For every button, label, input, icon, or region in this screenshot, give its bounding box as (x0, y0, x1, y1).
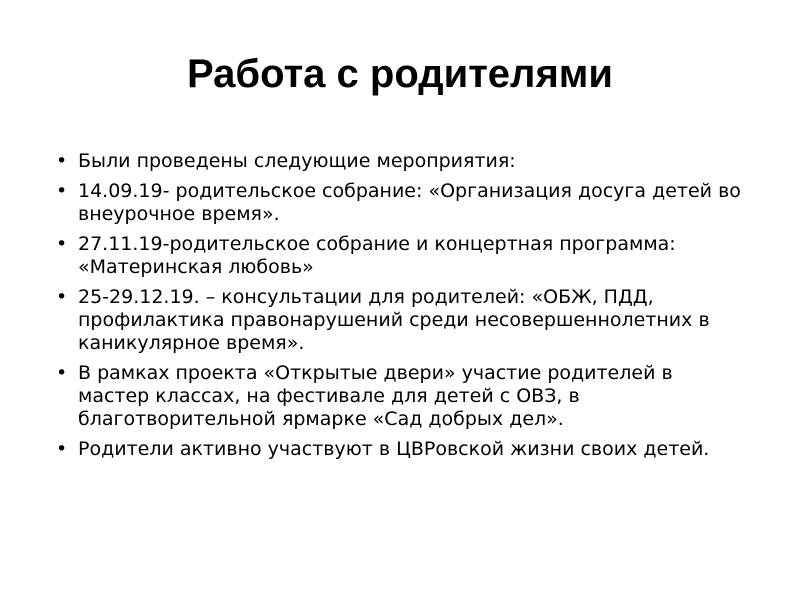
bullet-icon: • (56, 233, 68, 255)
bullet-icon: • (56, 438, 68, 460)
bullet-icon: • (56, 180, 68, 202)
bullet-text: 25-29.12.19. – консультации для родителей: «ОБЖ, ПДД, профилактика правонарушений среди несовершеннолетних в каникулярное время». (78, 286, 710, 354)
list-item (56, 150, 746, 173)
bullet-icon: • (56, 362, 68, 384)
bullet-text: 14.09.19- родительское собрание: «Организация досуга детей во внеурочное время». (78, 180, 741, 225)
bullet-text: В рамках проекта «Открытые двери» участие родителей в мастер классах, на фестивале для детей с ОВЗ, в благотворительной ярмарке «Сад добрых дел». (78, 362, 673, 430)
list-item (56, 180, 746, 226)
bullet-text: 27.11.19-родительское собрание и концертная программа: «Материнская любовь» (78, 233, 676, 278)
bullet-list (56, 150, 746, 468)
bullet-text: Родители активно участвуют в ЦВРовской жизни своих детей. (78, 438, 710, 460)
bullet-icon: • (56, 286, 68, 308)
list-item (56, 286, 746, 355)
list-item (56, 233, 746, 279)
bullet-text: Были проведены следующие мероприятия: (78, 150, 516, 172)
slide-title: Работа с родителями (187, 52, 613, 96)
list-item (56, 362, 746, 431)
list-item (56, 438, 746, 461)
bullet-icon: • (56, 150, 68, 172)
